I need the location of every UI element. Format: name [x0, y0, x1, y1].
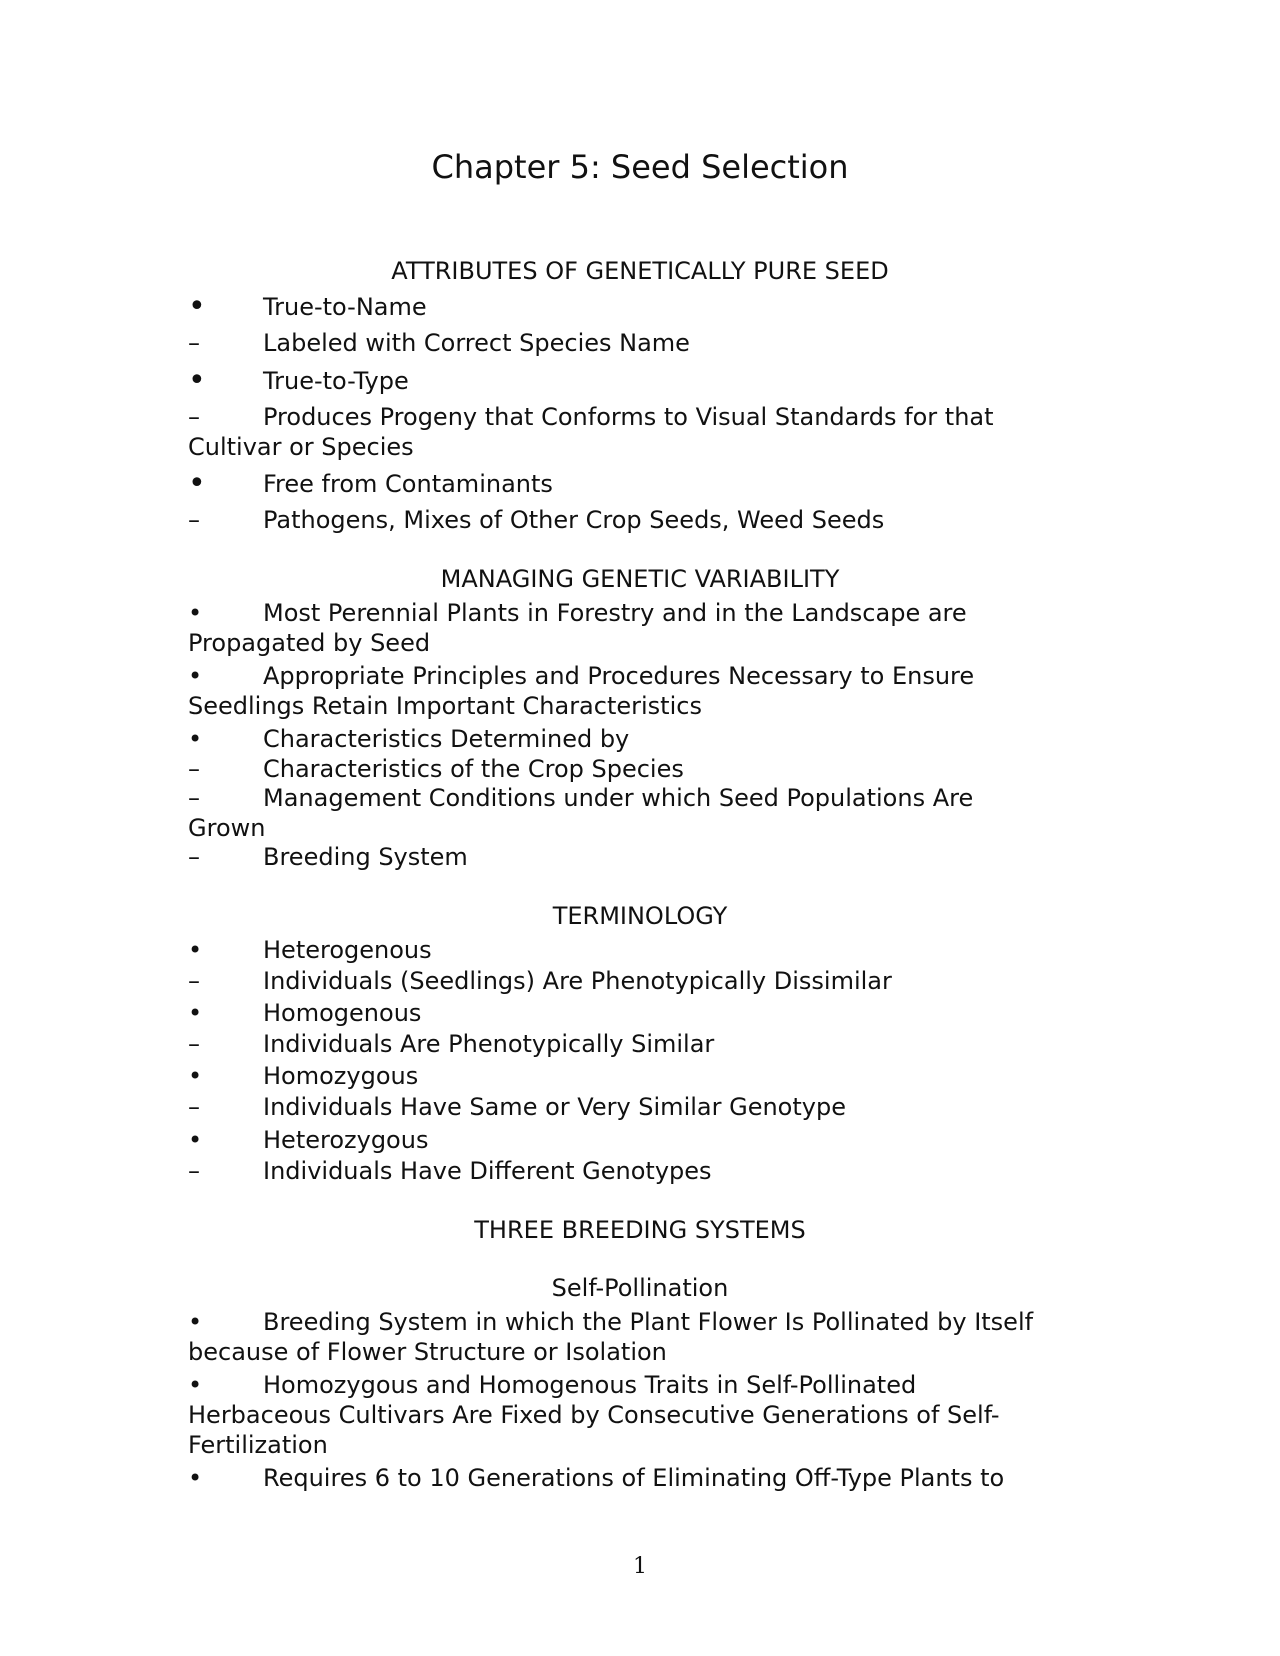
- section-heading-attributes: ATTRIBUTES OF GENETICALLY PURE SEED: [391, 257, 889, 285]
- list-item-text: Homozygous: [263, 1062, 419, 1090]
- list-item-text: Characteristics of the Crop Species: [263, 755, 684, 783]
- list-item: [188, 1061, 1088, 1091]
- list-item: [188, 661, 1088, 691]
- list-item: [188, 1370, 1088, 1400]
- list-item-continuation: Seedlings Retain Important Characteristics: [188, 692, 702, 720]
- dash-marker: –: [188, 755, 200, 783]
- list-item-continuation: Grown: [188, 814, 266, 842]
- list-item-continuation: Herbaceous Cultivars Are Fixed by Consecutive Generations of Self-: [188, 1401, 1000, 1429]
- bullet-marker: •: [188, 363, 206, 398]
- list-item-text: True-to-Type: [263, 367, 409, 395]
- bullet-marker: •: [188, 1126, 203, 1154]
- list-item: [188, 998, 1088, 1028]
- section-heading-terminology: TERMINOLOGY: [552, 902, 728, 930]
- list-item: [188, 966, 1088, 996]
- list-item-text: Individuals (Seedlings) Are Phenotypically Dissimilar: [263, 967, 892, 995]
- list-item: [188, 598, 1088, 628]
- list-item: [188, 1029, 1088, 1059]
- list-item-text: Appropriate Principles and Procedures Necessary to Ensure: [263, 662, 975, 690]
- bullet-marker: •: [188, 466, 206, 501]
- list-item-text: Homozygous and Homogenous Traits in Self-Pollinated: [263, 1371, 917, 1399]
- list-item-continuation: Propagated by Seed: [188, 629, 431, 657]
- list-item: [188, 1463, 1088, 1493]
- list-item-continuation: Fertilization: [188, 1431, 328, 1459]
- list-item-text: Individuals Are Phenotypically Similar: [263, 1030, 715, 1058]
- list-item: [188, 402, 1088, 432]
- list-item-text: Breeding System: [263, 843, 468, 871]
- bullet-marker: •: [188, 662, 203, 690]
- list-item-text: Individuals Have Same or Very Similar Genotype: [263, 1093, 846, 1121]
- section-subheading: Self-Pollination: [551, 1274, 729, 1302]
- list-item: [188, 1156, 1088, 1186]
- list-item-text: Management Conditions under which Seed Populations Are: [263, 784, 974, 812]
- list-item: [188, 363, 1088, 398]
- list-item-text: Produces Progeny that Conforms to Visual Standards for that: [263, 403, 994, 431]
- dash-marker: –: [188, 967, 200, 995]
- list-item-continuation: because of Flower Structure or Isolation: [188, 1338, 667, 1366]
- dash-marker: –: [188, 1093, 200, 1121]
- list-item-text: Most Perennial Plants in Forestry and in the Landscape are: [263, 599, 967, 627]
- bullet-marker: •: [188, 936, 203, 964]
- list-item-text: Labeled with Correct Species Name: [263, 329, 690, 357]
- list-item-text: Homogenous: [263, 999, 422, 1027]
- list-item: [188, 935, 1088, 965]
- dash-marker: –: [188, 843, 200, 871]
- list-item: [188, 1307, 1088, 1337]
- list-item: [188, 466, 1088, 501]
- list-item-text: True-to-Name: [263, 293, 427, 321]
- page-title: Chapter 5: Seed Selection: [431, 148, 849, 186]
- dash-marker: –: [188, 1157, 200, 1185]
- list-item-text: Characteristics Determined by: [263, 725, 630, 753]
- bullet-marker: •: [188, 725, 203, 753]
- bullet-marker: •: [188, 599, 203, 627]
- dash-marker: –: [188, 1030, 200, 1058]
- section-heading-breeding: THREE BREEDING SYSTEMS: [474, 1216, 806, 1244]
- list-item: [188, 289, 1088, 324]
- bullet-marker: •: [188, 999, 203, 1027]
- bullet-marker: •: [188, 1464, 203, 1492]
- dash-marker: –: [188, 784, 200, 812]
- list-item: [188, 724, 1088, 754]
- list-item-text: Pathogens, Mixes of Other Crop Seeds, Weed Seeds: [263, 506, 885, 534]
- bullet-marker: •: [188, 1308, 203, 1336]
- list-item: [188, 754, 1088, 784]
- section-heading-managing: MANAGING GENETIC VARIABILITY: [440, 565, 840, 593]
- dash-marker: –: [188, 329, 200, 357]
- list-item-text: Heterogenous: [263, 936, 432, 964]
- bullet-marker: •: [188, 1371, 203, 1399]
- dash-marker: –: [188, 403, 200, 431]
- bullet-marker: •: [188, 1062, 203, 1090]
- list-item-text: Heterozygous: [263, 1126, 429, 1154]
- list-item: [188, 1092, 1088, 1122]
- list-item-text: Breeding System in which the Plant Flower Is Pollinated by Itself: [263, 1308, 1034, 1336]
- list-item-text: Free from Contaminants: [263, 470, 553, 498]
- dash-marker: –: [188, 506, 200, 534]
- list-item-text: Individuals Have Different Genotypes: [263, 1157, 712, 1185]
- list-item-text: Requires 6 to 10 Generations of Eliminating Off-Type Plants to: [263, 1464, 1005, 1492]
- list-item: [188, 842, 1088, 872]
- page-number: 1: [633, 1554, 647, 1579]
- list-item: [188, 505, 1088, 535]
- list-item: [188, 783, 1088, 813]
- list-item-continuation: Cultivar or Species: [188, 433, 414, 461]
- bullet-marker: •: [188, 289, 206, 324]
- list-item: [188, 328, 1088, 358]
- list-item: [188, 1125, 1088, 1155]
